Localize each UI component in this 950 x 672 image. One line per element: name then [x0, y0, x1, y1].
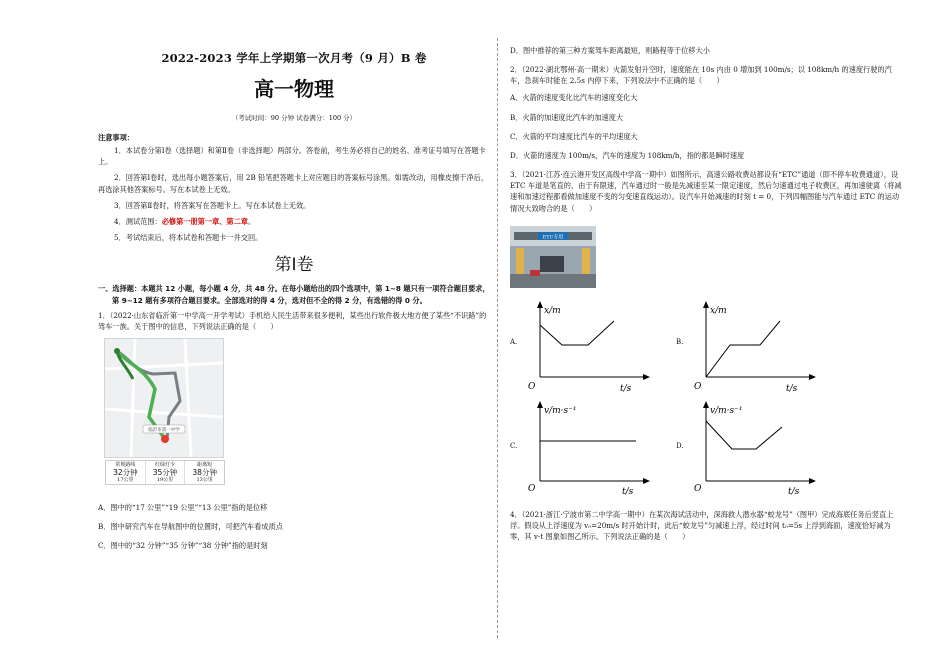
route-2-name: 红绿灯少	[155, 462, 176, 469]
graph-d-option-label: D.	[676, 441, 684, 450]
question-2-option-c: C．火箭的平均速度比汽车的平均速度大	[510, 131, 638, 141]
start-point-icon	[114, 348, 120, 354]
route-option-3	[185, 461, 224, 484]
route-option-1	[106, 461, 146, 484]
graph-b-ylabel: x/m	[710, 305, 727, 316]
graph-c-origin: O	[528, 483, 536, 494]
exam-info: （考试时间：90 分钟 试卷满分：100 分）	[231, 113, 357, 122]
left-column	[98, 45, 490, 560]
column-divider	[497, 38, 498, 638]
route-1-name: 常规路线	[115, 462, 136, 469]
route-3-name: 距离短	[197, 462, 213, 469]
question-2-option-b: B．火箭的加速度比汽车的加速度大	[510, 112, 624, 122]
question-2-option-d: D．火箭的速度为 100m/s，汽车的速度为 108km/h，指的都是瞬时速度	[510, 150, 745, 160]
notice-item-1: 1．本试卷分第Ⅰ卷（选择题）和第Ⅱ卷（非选择题）两部分。答卷前，考生务必将自己的姓名、准考证号填写在答题卡上。	[98, 146, 486, 167]
graph-c	[510, 399, 650, 495]
question-4-stem: 4．（2021·浙江·宁波市第二中学高一期中）在某次海试活动中，深海救人潜水器“蛟龙号”（图甲）完成海底任务后竖直上浮。假设从上浮速度为 v₀=20m/s 时开始计时，此后“蛟龙号”匀减速上浮，经过时间 t₀=5s 上浮到海面，速度恰好减为零，其 v-t 图象如图乙所示。下列说法正确的是（ ）	[510, 509, 894, 542]
question-1-option-b: B．图中研究汽车在导航图中的位置时，可把汽车看成质点	[98, 522, 283, 532]
graph-d-origin: O	[694, 483, 702, 494]
route-option-2	[146, 461, 186, 484]
question-2-stem: 2．（2022·湖北鄂州·高一期末）火箭发射升空时，速度能在 10s 内由 0 增加到 100m/s；以 108km/h 的速度行驶的汽车，急刹车时能在 2.5s 内停下来，下列说法中不正确的是（ ）	[510, 65, 892, 86]
question-1-stem: 1．（2022·山东省临沂第一中学高一开学考试）手机给人民生活带来很多便利，某些出行软件极大地方便了某些“不识路”的驾车一族。关于图中的信息，下列说法正确的是（ ）	[98, 310, 487, 331]
graph-d-xlabel: t/s	[788, 486, 800, 495]
etc-toll-photo	[510, 226, 596, 288]
destination-pin-icon	[161, 435, 169, 443]
notice-item-5: 5．考试结束后，将本试卷和答题卡一并交回。	[114, 232, 263, 242]
question-1-option-a: A．图中的“17 公里”“19 公里”“13 公里”指的是位移	[98, 503, 268, 513]
question-2-option-a: A．火箭的速度变化比汽车的速度变化大	[510, 93, 638, 103]
notice-item-4-prefix: 4．测试范围：	[114, 216, 162, 226]
graph-c-ylabel: v/m·s⁻¹	[544, 405, 577, 416]
etc-sign-text: ETC专用	[542, 234, 564, 241]
test-range: 必修第一册第一章、第二章	[161, 216, 248, 226]
graph-a-ylabel: x/m	[544, 305, 561, 316]
route-options	[105, 460, 225, 485]
question-1-option-c: C．图中的“32 分钟”“35 分钟”“38 分钟”指的是时刻	[98, 541, 268, 551]
question-3-graphs	[510, 299, 902, 499]
graph-b-origin: O	[694, 381, 702, 392]
question-1-option-d: D．图中推荐的第三种方案驾车距离最短，则路程等于位移大小	[510, 46, 710, 55]
section-title: 第Ⅰ卷	[274, 255, 314, 276]
navigation-map-image	[104, 338, 224, 484]
graph-b-option-label: B.	[676, 337, 684, 346]
notice-item-3: 3．回答第Ⅱ卷时，将答案写在答题卡上。写在本试卷上无效。	[114, 200, 311, 210]
route-1-distance: 17公里	[117, 477, 134, 484]
graph-c-option-label: C.	[510, 441, 518, 450]
graph-a-plot	[510, 299, 650, 395]
graph-a-origin: O	[528, 381, 536, 392]
graph-a-option-label: A.	[510, 337, 518, 346]
graph-c-plot	[510, 399, 650, 495]
graph-d-plot	[676, 399, 816, 495]
subject-title: 高一物理	[254, 76, 334, 101]
graph-d-ylabel: v/m·s⁻¹	[710, 405, 743, 416]
section-intro: 一、选择题：本题共 12 小题，每小题 4 分，共 48 分。在每小题给出的四个选项中，第 1~8 题只有一项符合题目要求，第 9~12 题有多项符合题目要求。全部选对的得 4 分，选对但不全的得 2 分，有选错的得 0 分。	[98, 284, 490, 305]
graph-d	[676, 399, 816, 495]
notice-title: 注意事项：	[98, 132, 134, 142]
notice-item-4	[98, 216, 490, 227]
graph-c-xlabel: t/s	[622, 486, 634, 495]
graph-a	[510, 299, 650, 395]
notice-item-4-suffix: 。	[247, 216, 256, 226]
route-3-distance: 13公里	[196, 477, 213, 484]
right-column	[510, 45, 902, 548]
map-badge: 临沂市第一中学	[148, 428, 180, 434]
route-2-distance: 19公里	[156, 477, 174, 484]
route-1-time: 32分钟	[113, 468, 138, 478]
graph-a-xlabel: t/s	[620, 383, 632, 394]
exam-title: 2022-2023 学年上学期第一次月考（9 月）B 卷	[161, 51, 427, 65]
graph-b	[676, 299, 816, 395]
map-drawing	[105, 339, 223, 457]
notice-item-2: 2．回答第Ⅰ卷时，选出每小题答案后，用 2B 铅笔把答题卡上对应题目的答案标号涂黑。如需改动，用橡皮擦干净后，再选涂其他答案标号。写在本试卷上无效。	[98, 173, 489, 194]
graph-b-plot	[676, 299, 816, 395]
route-3-time: 38分钟	[192, 468, 217, 478]
route-2-time: 35分钟	[152, 468, 178, 478]
question-3-stem: 3．（2021·江苏·连云港开发区高级中学高一期中）如图所示，高速公路收费站都设有“ETC”通道（即不停车收费通道），设 ETC 车道是笔直的，由于有限速，汽车通过时一般是先减速至某一限定速度，然后匀速通过电子收费区，再加速驶离（将减速和加速过程都看做加速度不变的匀变速直线运动）。设汽车开始减速的时刻 t = 0，下列四幅图能与汽车通过 ETC 的运动情况大致吻合的是（ ）	[510, 170, 902, 213]
graph-b-xlabel: t/s	[786, 383, 798, 394]
